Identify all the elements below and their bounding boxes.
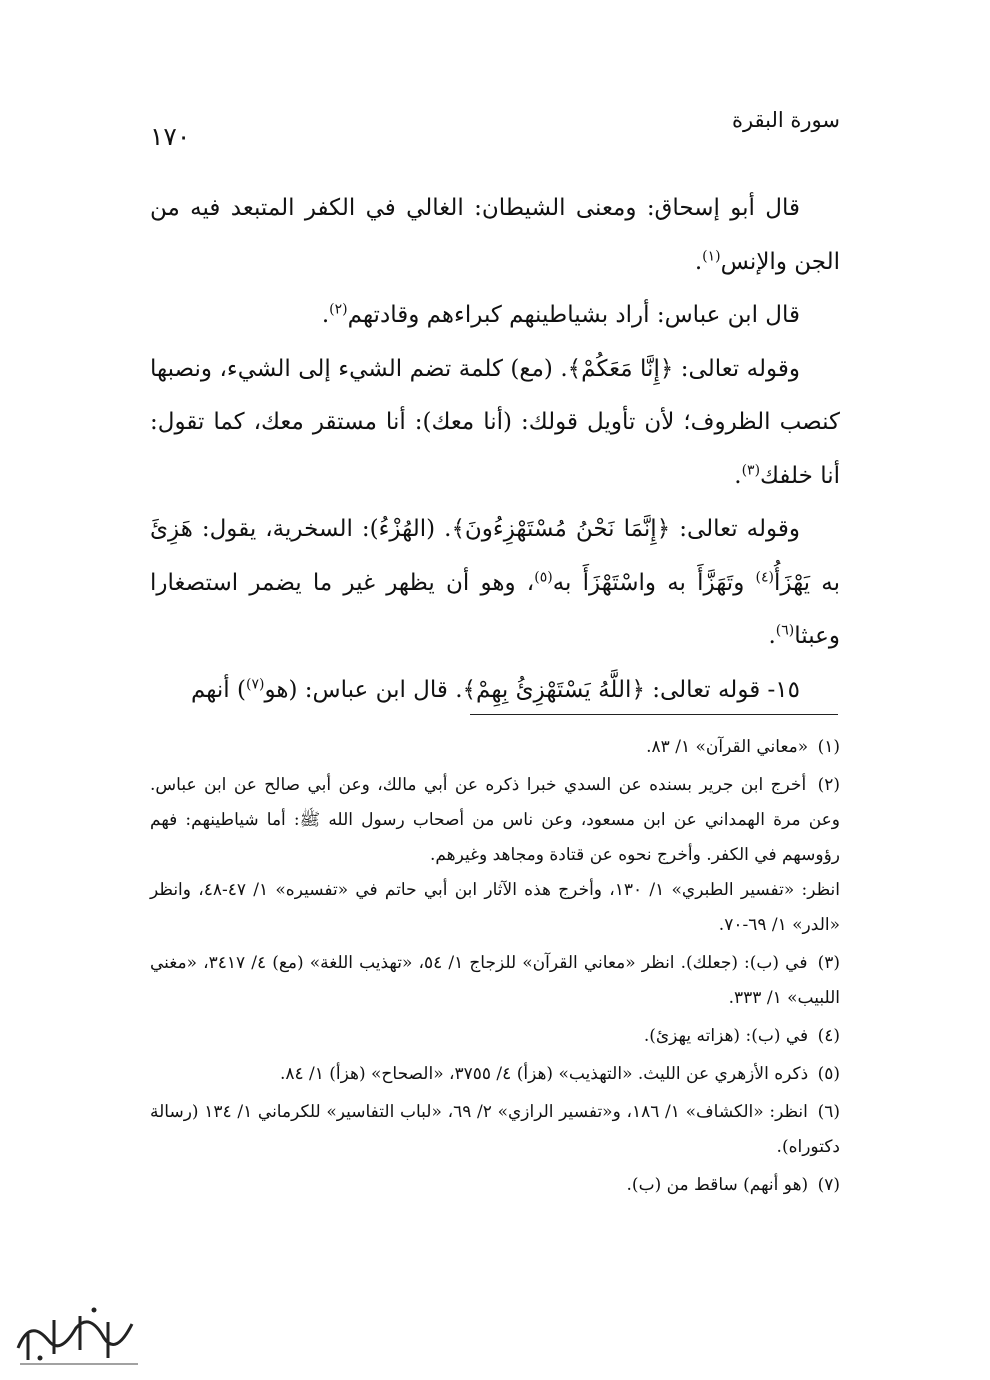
footnote-ref: (٦) [775, 622, 795, 639]
page-number: ١٧٠ [150, 122, 191, 151]
footnote-text: أخرج ابن جرير بسنده عن السدي خبرا ذكره عن أبي مالك، وعن أبي صالح عن ابن عباس. وعن مرة الهمداني عن ابن مسعود، وعن ناس من أصحاب رسول الله ﷺ: أما شياطينهم: فهم رؤوسهم في الكفر. وأخرج نحوه عن قتادة ومجاهد وغيرهم. [150, 775, 840, 865]
footnote-4 [150, 1019, 840, 1054]
paragraph-5: ١٥- قوله تعالى: ﴿اللَّهُ يَسْتَهْزِئُ بِهِمْ﴾. قال ابن عباس: (هو$^{(٧)}$) أنهم [191, 675, 800, 703]
paragraph-4: وقوله تعالى: ﴿إِنَّمَا نَحْنُ مُسْتَهْزِءُونَ﴾. (الهُزْءُ): السخرية، يقول: هَزِئَ به يَهْزَأُ$^{(٤)}$ وتَهَزَّأَ به واسْتَهْزَأَ به$^{(٥)}$، وهو أن يظهر غير ما يضمر استصغارا وعبثا$^{(٦)}$. [150, 516, 840, 649]
paragraph-text: ١٥- قوله تعالى: [644, 676, 800, 703]
footnote-number: (٤) [817, 1026, 840, 1046]
footnote-divider [470, 714, 838, 715]
logo-dot [92, 1308, 97, 1313]
logo-dot [38, 1356, 43, 1361]
quran-verse: ﴿اللَّهُ يَسْتَهْزِئُ بِهِمْ﴾ [462, 676, 645, 703]
paragraph-text: قال أبو إسحاق: ومعنى الشيطان: الغالي في الكفر المتبعد فيه من الجن والإنس [150, 195, 840, 275]
paragraph-2: قال ابن عباس: أراد بشياطينهم كبراءهم وقادتهم$^{(٢)}$. [321, 301, 800, 328]
footnote-ref: (٢) [329, 301, 348, 318]
footnote-ref: (٣) [741, 461, 761, 478]
paragraph-3: وقوله تعالى: ﴿إِنَّا مَعَكُمْ﴾. (مع) كلمة تضم الشيء إلى الشيء، ونصبها كنصب الظروف؛ لأن تأويل قولك: (أنا معك): أنا مستقر معك، كما تقول: أنا خلفك$^{(٣)}$. [150, 355, 840, 489]
paragraph-text: وقوله تعالى: [673, 355, 800, 382]
page-header [150, 108, 840, 151]
footnote-number: (٦) [817, 1102, 840, 1122]
paragraph-text: وتَهَزَّأَ به واسْتَهْزَأَ به [552, 569, 756, 596]
quran-verse: ﴿إِنَّمَا نَحْنُ مُسْتَهْزِءُونَ﴾ [451, 516, 671, 542]
footnote-text: ذكره الأزهري عن الليث. «التهذيب» (هزأ) ٤/ ٣٧٥٥، «الصحاح» (هزأ) ١/ ٨٤. [279, 1064, 809, 1084]
footnote-text: في (ب): (جعلك). انظر «معاني القرآن» للزجاج ١/ ٥٤، «تهذيب اللغة» (مع) ٤/ ٣٤١٧، «مغني اللبيب» ١/ ٣٣٣. [150, 953, 840, 1008]
footnote-ref: (٧) [246, 675, 265, 692]
footnote-2 [150, 768, 840, 943]
footnote-ref: (١) [702, 247, 721, 264]
footnote-text: «معاني القرآن» ١/ ٨٣. [646, 737, 809, 757]
paragraph-text: . (مع) كلمة تضم الشيء إلى الشيء، ونصبها كنصب الظروف؛ لأن تأويل قولك: (أنا معك): أنا مستقر معك، كما تقول: أنا خلفك [150, 355, 840, 489]
footnote-1 [150, 730, 840, 765]
surah-title: سورة البقرة [731, 108, 840, 132]
footnote-number: (٣) [817, 953, 840, 973]
footnote-number: (٢) [817, 775, 840, 795]
logo-calligraphy-stroke [18, 1322, 132, 1348]
paragraph-text: . (الهُزْءُ): السخرية، يقول: هَزِئَ به يَهْزَأُ [150, 516, 840, 596]
footnote-number: (٧) [817, 1175, 840, 1195]
footnote-ref: (٥) [534, 568, 553, 585]
footnote-3 [150, 946, 840, 1016]
footnote-continuation: انظر: «تفسير الطبري» ١/ ١٣٠، وأخرج هذه الآثار ابن أبي حاتم في «تفسيره» ١/ ٤٧-٤٨، وانظر «الدر» ١/ ٦٩-٧٠. [150, 880, 841, 935]
footnote-6 [150, 1095, 840, 1165]
paragraph-text: ، وهو أن يظهر غير ما يضمر استصغارا وعبثا [150, 569, 840, 649]
footnote-5 [150, 1057, 840, 1092]
main-text [150, 182, 840, 717]
footnote-text: في (ب): (هزاته يهزئ). [643, 1026, 809, 1046]
footnote-text: (هو أنهم) ساقط من (ب). [626, 1175, 809, 1195]
footnote-number: (١) [817, 737, 840, 757]
paragraph-text: وقوله تعالى: [670, 516, 800, 542]
footnote-text: انظر: «الكشاف» ١/ ١٨٦، و«تفسير الرازي» ٢/ ٦٩، «لباب التفاسير» للكرماني ١/ ١٣٤ (رسالة دكتوراه). [150, 1102, 840, 1157]
footnotes [150, 730, 840, 1206]
paragraph-text: قال ابن عباس: أراد بشياطينهم كبراءهم وقادتهم [347, 302, 800, 328]
paragraph-1: قال أبو إسحاق: ومعنى الشيطان: الغالي في الكفر المتبعد فيه من الجن والإنس$^{(١)}$. [150, 195, 840, 275]
publisher-logo [10, 1298, 145, 1368]
paragraph-text: . قال ابن عباس: (هو [264, 676, 463, 703]
footnote-ref: (٤) [755, 568, 774, 585]
quran-verse: ﴿إِنَّا مَعَكُمْ﴾ [567, 355, 674, 382]
footnote-number: (٥) [817, 1064, 840, 1084]
paragraph-text: أنهم [191, 676, 238, 703]
footnote-7 [150, 1168, 840, 1203]
